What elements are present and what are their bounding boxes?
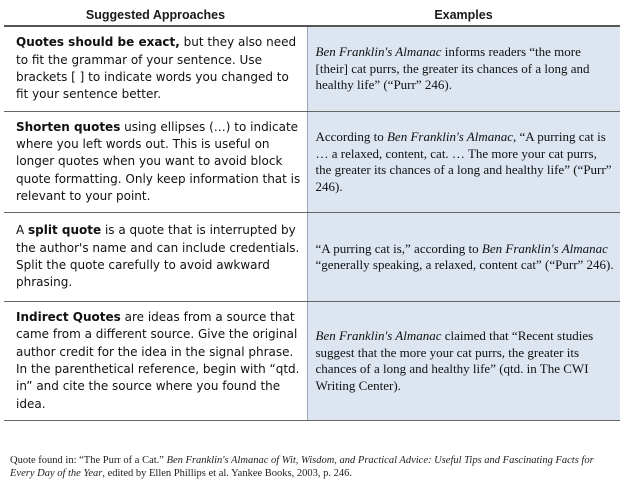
approach-text: using ellipses (…) to indicate where you left words out. This is useful on longer quotes when you want to avoid block quote formatting. Only keep information that is relevant to your point.: [16, 119, 301, 203]
footnote-lead-in: Quote found in: “The Purr of a Cat.”: [10, 455, 167, 466]
approach-cell-exact-quotes: [4, 26, 307, 112]
example-lead-in: “A purring cat is,” according to: [315, 240, 482, 256]
example-text: claimed that “Recent studies suggest that the more your cat purrs, the greater its chances of a long and healthy life” (qtd. in The CWI Writing Center).: [315, 328, 594, 393]
footnote-book-title: Ben Franklin's Almanac of Wit, Wisdom, and Practical Advice: Useful Tips and Fascinating Facts for Every Day of the Year: [10, 455, 594, 479]
approach-cell-indirect-quotes: [4, 302, 307, 421]
footnote-publication-info: , edited by Ellen Phillips et al. Yankee Books, 2003, p. 246.: [102, 468, 352, 479]
example-cell-shorten-quotes: [307, 112, 620, 213]
approach-text: is a quote that is interrupted by the author's name and can include credentials. Split the quote carefully to avoid awkward phrasing.: [16, 223, 300, 290]
header-examples: Examples: [307, 6, 620, 26]
approach-highlight: split quote: [28, 223, 102, 238]
table-row: [4, 302, 620, 421]
quote-approaches-table: [4, 6, 620, 421]
example-source-title: Ben Franklin's Almanac: [481, 240, 608, 256]
example-text: , “A purring cat is … a relaxed, content, cat. … The more your cat purrs, the greater its chances of a long and healthy life” (“Purr” 246).: [315, 129, 612, 194]
header-suggested-approaches: Suggested Approaches: [4, 6, 307, 26]
example-cell-indirect-quotes: [307, 302, 620, 421]
table-header-row: [4, 6, 620, 26]
quote-approaches-document: [4, 6, 620, 421]
example-source-title: Ben Franklin's Almanac: [315, 44, 442, 60]
approach-lead-in: A: [16, 223, 29, 238]
approach-highlight: Shorten quotes: [16, 119, 121, 134]
example-lead-in: According to: [315, 129, 387, 144]
example-source-title: Ben Franklin's Almanac: [315, 328, 442, 343]
table-row: [4, 26, 620, 112]
source-footnote: [10, 454, 615, 480]
example-text: “generally speaking, a relaxed, content cat” (“Purr” 246).: [315, 257, 614, 272]
approach-highlight: Quotes should be exact,: [16, 35, 180, 50]
example-cell-exact-quotes: [307, 26, 620, 112]
example-cell-split-quote: [307, 213, 620, 302]
approach-cell-split-quote: [4, 213, 307, 302]
approach-text: but they also need to fit the grammar of your sentence. Use brackets [ ] to indicate words you changed to fit your sentence better.: [16, 35, 297, 102]
approach-highlight: Indirect Quotes: [16, 310, 121, 325]
table-row: [4, 112, 620, 213]
table-row: [4, 213, 620, 302]
example-text: informs readers “the more [their] cat purrs, the greater its chances of a long and healthy life” (“Purr” 246).: [315, 44, 590, 93]
example-source-title: Ben Franklin's Almanac: [386, 129, 514, 144]
approach-text: are ideas from a source that came from a different source. Give the original author credit for the idea in the signal phrase. In the parenthetical reference, begin with “qtd. in” and cite the source where you found the idea.: [16, 310, 300, 411]
approach-cell-shorten-quotes: [4, 112, 307, 213]
